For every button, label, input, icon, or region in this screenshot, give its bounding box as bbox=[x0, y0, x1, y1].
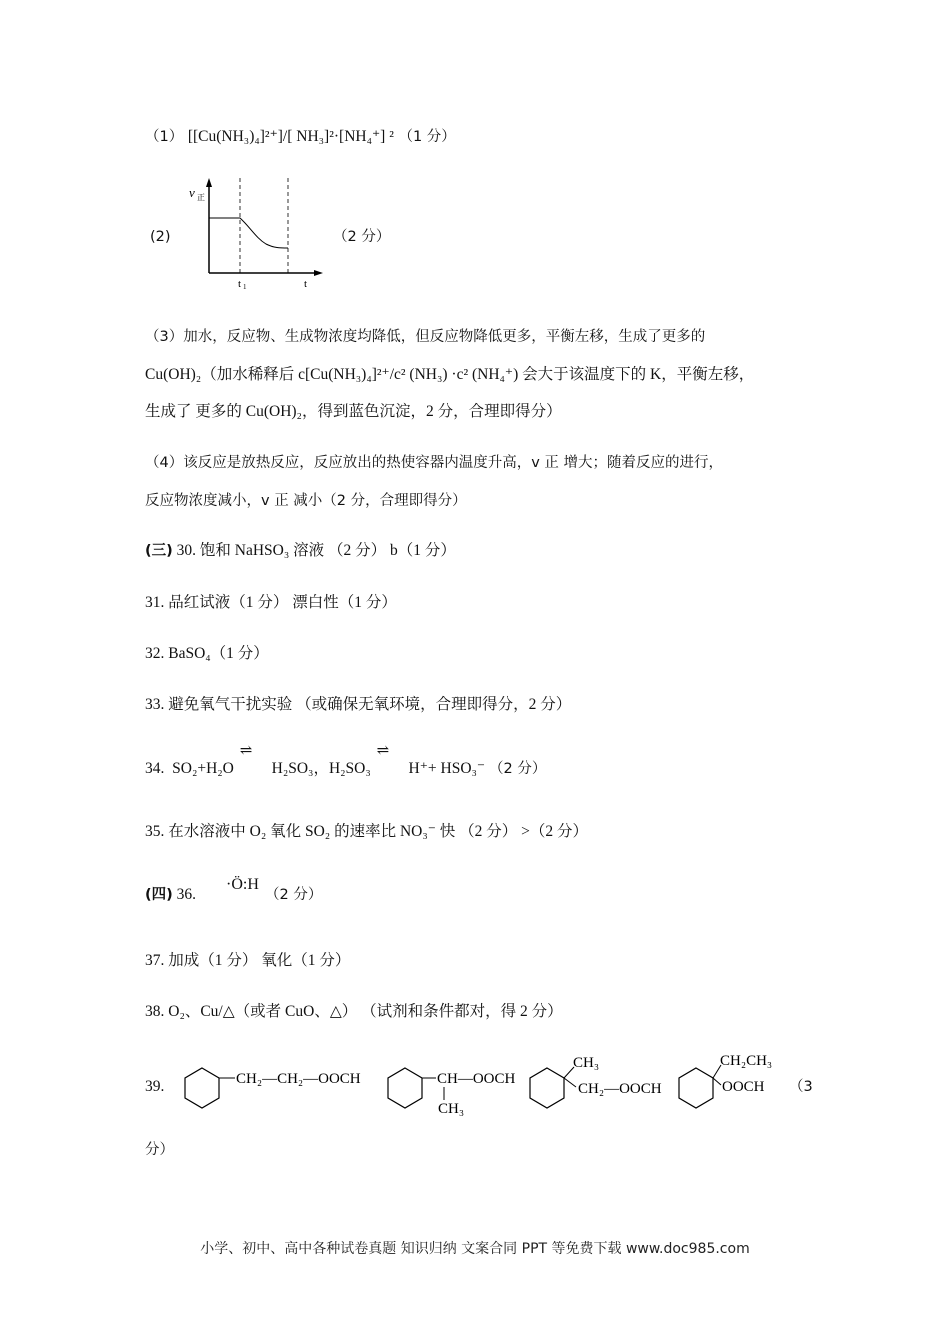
page-footer: 小学、初中、高中各种试卷真题 知识归纳 文案合同 PPT 等免费下载 www.doc985.com bbox=[200, 1241, 750, 1257]
graph-ylabel-sub: 正 bbox=[197, 193, 205, 202]
q39-score: （3 bbox=[789, 1079, 813, 1095]
cyclohexane-ring-4 bbox=[679, 1068, 713, 1108]
q4-line-2: 反应物浓度减小，v 正 减小（2 分，合理即得分） bbox=[145, 493, 467, 509]
q31-answer: 31. 品红试液（1 分） 漂白性（1 分） bbox=[145, 594, 397, 611]
q34-number: 34. bbox=[145, 760, 165, 777]
q1-number: （1） bbox=[145, 129, 184, 145]
graph-t-label: t bbox=[304, 278, 308, 290]
x-axis-arrow bbox=[314, 270, 323, 276]
q3-line-2: Cu(OH)₂（加水稀释后 c[Cu(NH₃)₄]²⁺/c² (NH₃) ·c² (NH₄⁺) 会大于该温度下的 K，平衡左移， bbox=[145, 366, 755, 383]
cyclohexane-ring-1 bbox=[185, 1068, 219, 1108]
equilibrium-arrow-icon: ⇌ bbox=[376, 743, 387, 759]
rate-time-graph bbox=[180, 175, 330, 295]
q38-answer: 38. O₂、Cu/△（或者 CuO、△） （试剂和条件都对，得 2 分） bbox=[145, 1003, 563, 1020]
equilibrium-arrow-icon: ⇌ bbox=[239, 743, 250, 759]
q3-line-1: （3）加水，反应物、生成物浓度均降低，但反应物降低更多，平衡左移，生成了更多的 bbox=[145, 329, 706, 345]
q36-score: （2 分） bbox=[265, 887, 323, 903]
q34-score: （2 分） bbox=[489, 761, 547, 777]
hydroxyl-electron-formula: ·Ö:H bbox=[226, 876, 259, 893]
y-axis-arrow bbox=[206, 178, 212, 187]
q35-answer: 35. 在水溶液中 O₂ 氧化 SO₂ 的速率比 NO₃⁻ 快 （2 分） >（2 分） bbox=[145, 823, 589, 840]
q33-answer: 33. 避免氧气干扰实验 （或确保无氧环境，合理即得分，2 分） bbox=[145, 696, 572, 713]
q3-line-3: 生成了 更多的 Cu(OH)₂，得到蓝色沉淀，2 分，合理即得分） bbox=[145, 403, 562, 420]
q1-score: （1 分） bbox=[398, 129, 456, 145]
structure-2-top: CH—OOCH bbox=[437, 1071, 516, 1087]
q2-score: （2 分） bbox=[333, 229, 391, 245]
section-3-label: (三) bbox=[145, 543, 173, 559]
q39-score-tail: 分） bbox=[145, 1142, 174, 1158]
graph-t1-sub: 1 bbox=[243, 283, 247, 291]
graph-ylabel: v bbox=[189, 185, 195, 200]
structure-4-bottom: OOCH bbox=[722, 1079, 765, 1095]
q34-products: H⁺+ HSO₃⁻ bbox=[408, 760, 486, 777]
structure-2-bottom: CH₃ bbox=[438, 1101, 465, 1117]
structure-1-chain: CH₂—CH₂—OOCH bbox=[236, 1071, 361, 1087]
section-3-q30 bbox=[145, 541, 456, 561]
q36-number: 36. bbox=[176, 886, 197, 903]
q32-answer: 32. BaSO₄（1 分） bbox=[145, 645, 269, 662]
cyclohexane-ring-2 bbox=[388, 1068, 422, 1108]
q37-answer: 37. 加成（1 分） 氧化（1 分） bbox=[145, 952, 351, 969]
q39-structures bbox=[180, 1045, 810, 1120]
q34-reactants: SO₂+H₂O bbox=[172, 760, 234, 777]
answer-q1 bbox=[145, 127, 456, 147]
q34-answer bbox=[145, 743, 547, 779]
section-4-q36 bbox=[145, 885, 196, 905]
section-4-label: (四) bbox=[145, 887, 173, 903]
q4-line-1: （4）该反应是放热反应，反应放出的热使容器内温度升高，v 正 增大；随着反应的进行， bbox=[145, 455, 724, 471]
q34-middle: H₂SO₃，H₂SO₃ bbox=[271, 760, 371, 777]
q1-expression: [[Cu(NH₃)₄]²⁺]/[ NH₃]²·[NH₄⁺] ² bbox=[187, 128, 394, 145]
q30-answer: 30. 饱和 NaHSO₃ 溶液 （2 分） b（1 分） bbox=[176, 542, 456, 559]
structure-4-top: CH₂CH₃ bbox=[720, 1053, 773, 1069]
v-forward-curve bbox=[209, 218, 288, 248]
q2-number: (2) bbox=[150, 229, 171, 245]
cyclohexane-ring-3 bbox=[530, 1068, 564, 1108]
structure-3-bottom: CH₂—OOCH bbox=[578, 1081, 662, 1097]
q39-number: 39. bbox=[145, 1078, 165, 1095]
graph-t1-label: t bbox=[238, 278, 242, 290]
structure-3-top: CH₃ bbox=[573, 1055, 600, 1071]
